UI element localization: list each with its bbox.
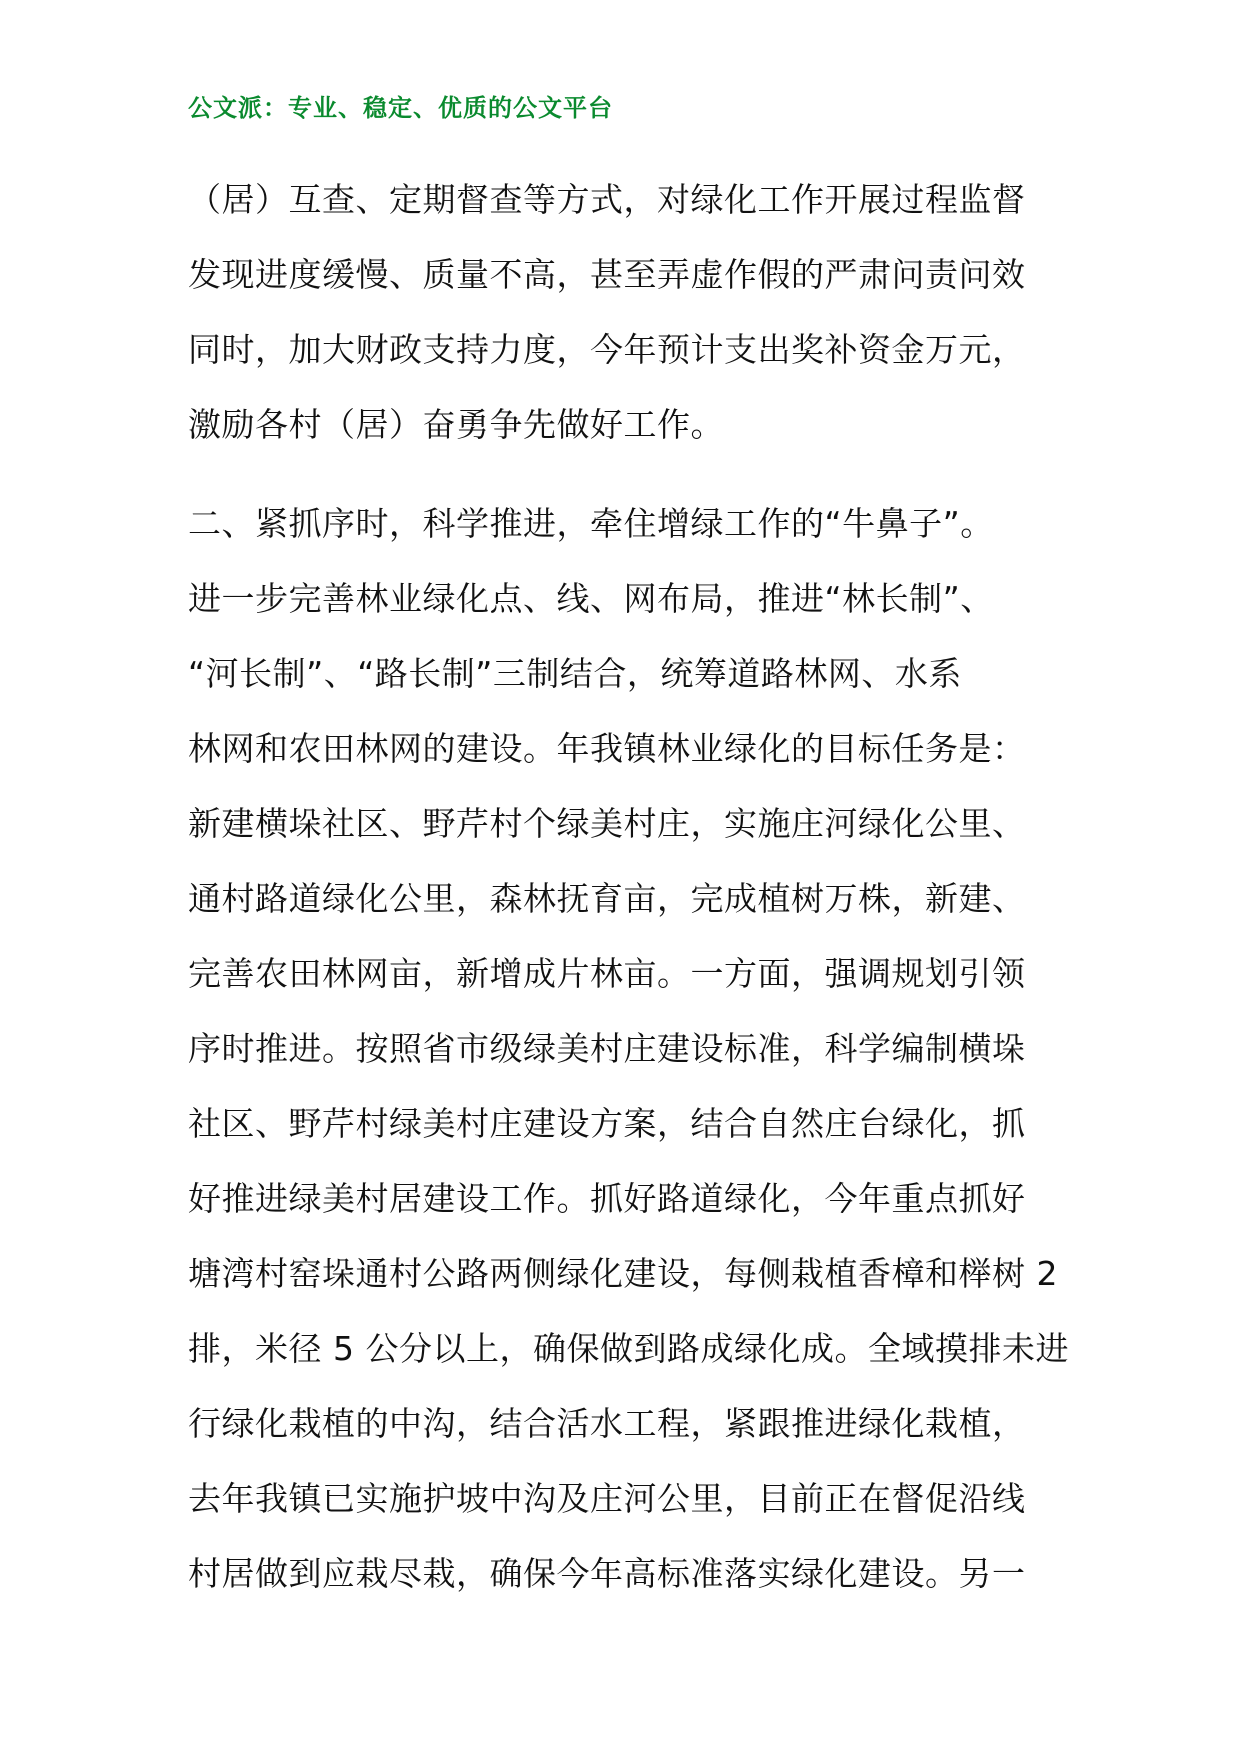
- text-line: 进一步完善林业绿化点、线、网布局，推进“林长制”、: [188, 579, 994, 618]
- text-line: “河长制”、“路长制”三制结合，统筹道路林网、水系: [188, 654, 962, 693]
- paragraph-1: [188, 162, 1068, 462]
- text-line: 村居做到应栽尽栽，确保今年高标准落实绿化建设。另一: [188, 1554, 1026, 1593]
- page-header: 公文派：专业、稳定、优质的公文平台: [188, 94, 613, 122]
- text-line: 行绿化栽植的中沟，结合活水工程，紧跟推进绿化栽植，: [188, 1404, 1026, 1443]
- text-line: 同时，加大财政支持力度，今年预计支出奖补资金万元，: [188, 330, 1026, 369]
- text-line: 新建横垛社区、野芹村个绿美村庄，实施庄河绿化公里、: [188, 804, 1026, 843]
- text-line: 通村路道绿化公里，森林抚育亩，完成植树万株，新建、: [188, 879, 1026, 918]
- text-line: 激励各村（居）奋勇争先做好工作。: [188, 405, 724, 444]
- text-line: 发现进度缓慢、质量不高，甚至弄虚作假的严肃问责问效: [188, 255, 1026, 294]
- text-line: 好推进绿美村居建设工作。抓好路道绿化，今年重点抓好: [188, 1179, 1026, 1218]
- text-line: 去年我镇已实施护坡中沟及庄河公里，目前正在督促沿线: [188, 1479, 1026, 1518]
- text-line: 序时推进。按照省市级绿美村庄建设标准，科学编制横垛: [188, 1029, 1026, 1068]
- text-line: 塘湾村窑垛通村公路两侧绿化建设，每侧栽植香樟和榉树 2: [188, 1254, 1058, 1293]
- text-line: 排，米径 5 公分以上，确保做到路成绿化成。全域摸排未进: [188, 1329, 1069, 1368]
- text-line: （居）互查、定期督查等方式，对绿化工作开展过程监督: [188, 180, 1026, 219]
- text-line: 林网和农田林网的建设。年我镇林业绿化的目标任务是：: [188, 729, 1026, 768]
- text-line: 社区、野芹村绿美村庄建设方案，结合自然庄台绿化，抓: [188, 1104, 1026, 1143]
- text-line: 二、紧抓序时，科学推进，牵住增绿工作的“牛鼻子”。: [188, 504, 994, 543]
- paragraph-gap: [188, 462, 1068, 486]
- paragraph-2: [188, 486, 1068, 1611]
- text-line: 完善农田林网亩，新增成片林亩。一方面，强调规划引领: [188, 954, 1026, 993]
- document-body: [188, 162, 1068, 1611]
